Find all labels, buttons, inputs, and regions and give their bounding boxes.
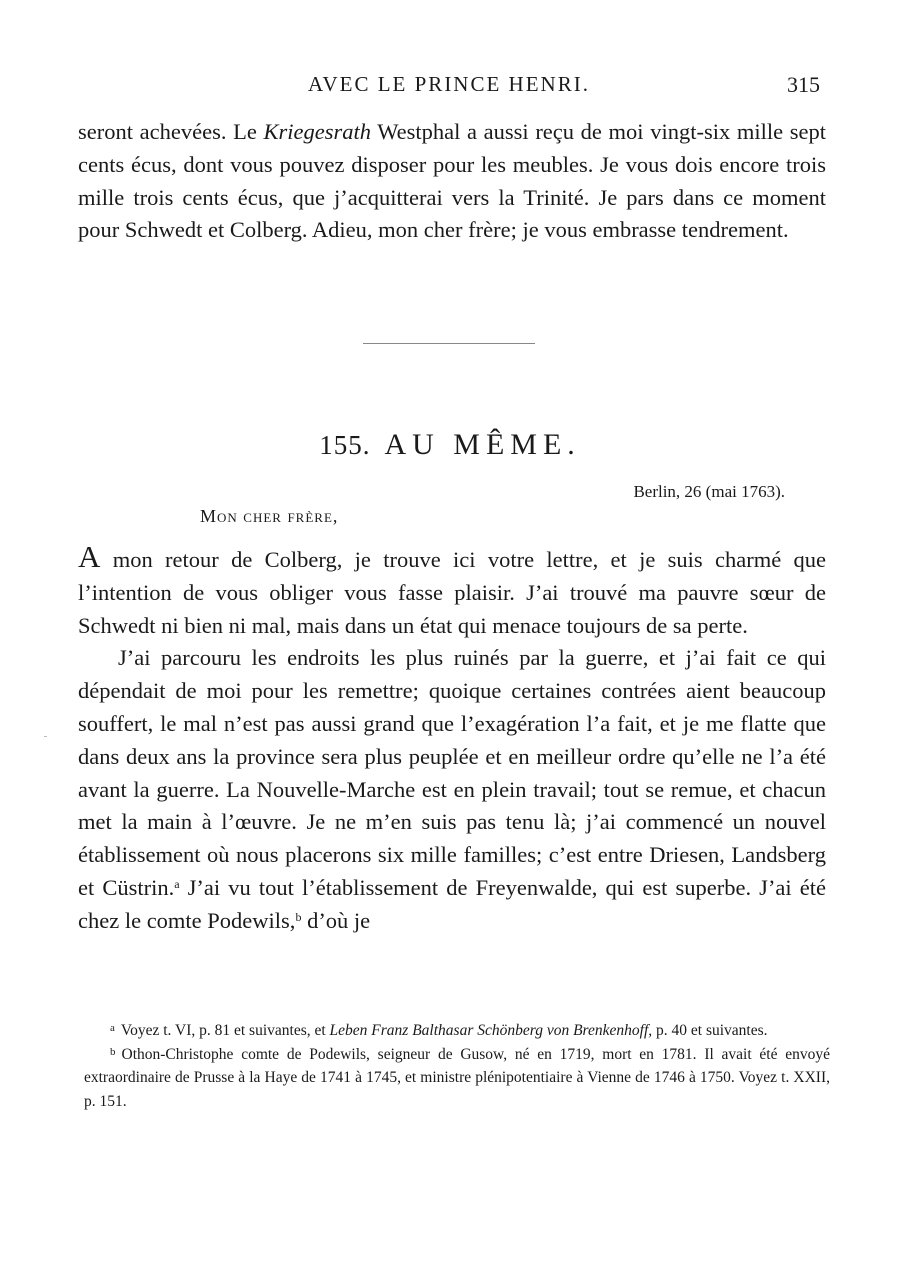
footnote-ref-a[interactable]: a — [174, 876, 180, 891]
letter-number: 155. — [319, 430, 371, 460]
letter-paragraph-1 — [78, 541, 826, 642]
footnote-text: p. 40 et suivantes. — [652, 1022, 768, 1039]
text-run: seront achevées. Le — [78, 119, 264, 144]
text-run: Westphal a aussi reçu de moi vingt-six mille sept cents écus, dont vous pouvez disposer pour les meubles. Je vous dois encore trois mille trois cents écus, que j’acquitterai vers la Trinité. Je pars dans ce moment pour Schwedt et Colberg. Adieu, mon cher frère; je vous embrasse tendrement. — [78, 119, 826, 243]
footnote-text: Othon-Christophe comte de Podewils, seigneur de Gusow, né en 1719, mort en 1781. Il avait été envoyé extraordinaire de Prusse à la Haye de 1741 à 1745, et ministre plénipotentiaire à Vienne de 1746 à 1750. Voyez t. XXII, p. 151. — [84, 1045, 830, 1110]
letter-body — [78, 541, 826, 938]
text-run: J’ai parcouru les endroits les plus ruinés par la guerre, et j’ai fait ce qui dépendait de moi pour les remettre; quoique certaines contrées aient beaucoup souffert, le mal n’est pas aussi grand que l’exagération l’a fait, et je me flatte que dans deux ans la province sera plus peuplée et en meilleur ordre qu’elle ne l’a été avant la guerre. La Nouvelle-Marche est en plein travail; tout se remue, et chacun met la main à l’œuvre. Je ne m’en suis pas tenu là; j’ai commencé un nouvel établissement où nous placerons six mille familles; c’est entre Driesen, Landsberg et Cüstrin. — [78, 645, 826, 900]
letter-salutation: Mon cher frère, — [200, 506, 339, 526]
footnote-text: Voyez t. VI, p. 81 et suivantes, et — [120, 1022, 330, 1039]
footnote-ref-b[interactable]: b — [295, 909, 302, 924]
continued-letter-text — [78, 116, 826, 247]
letter-heading — [0, 428, 900, 462]
italic-term: Kriegesrath — [263, 119, 371, 144]
continued-paragraph — [78, 116, 826, 247]
footnote-marker: a — [110, 1022, 115, 1034]
footnotes — [84, 1019, 830, 1113]
text-run: J’ai vu tout l’établissement de Freyenwalde, qui est superbe. J’ai été chez le comte Podewils, — [78, 874, 826, 933]
running-title: AVEC LE PRINCE HENRI. — [308, 72, 590, 96]
print-speck — [44, 736, 47, 737]
letter-paragraph-2 — [78, 642, 826, 937]
letter-dateline: Berlin, 26 (mai 1763). — [633, 482, 785, 501]
initial-letter: A — [78, 539, 101, 574]
section-divider — [363, 343, 535, 344]
page-number: 315 — [787, 72, 820, 97]
text-run: d’où je — [301, 907, 371, 933]
footnote-b — [84, 1043, 830, 1114]
running-head — [78, 72, 820, 102]
text-run: mon retour de Colberg, je trouve ici votre lettre, et je suis charmé que l’intention de vous obliger vous fasse plaisir. J’ai trouvé ma pauvre sœur de Schwedt ni bien ni mal, mais dans un état qui menace toujours de sa perte. — [78, 547, 826, 638]
letter-title: AU MÊME. — [384, 428, 581, 461]
footnote-italic-title: Leben Franz Balthasar Schönberg von Brenkenhoff, — [329, 1022, 653, 1039]
footnote-marker: b — [110, 1045, 116, 1058]
footnote-a — [84, 1019, 830, 1043]
